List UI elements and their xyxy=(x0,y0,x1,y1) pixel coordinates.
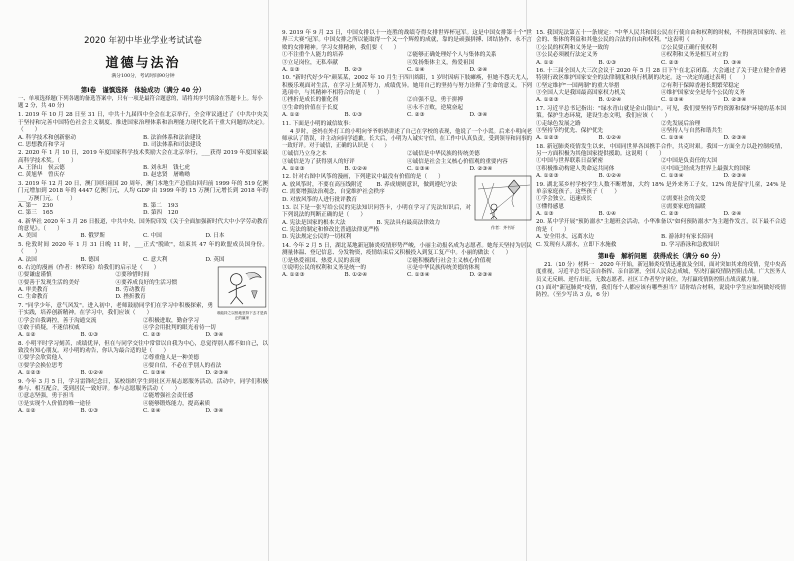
question-item xyxy=(536,30,786,67)
answer-option: D. 英国 xyxy=(205,256,225,263)
answer-option: D. ②③④ xyxy=(469,272,493,279)
statement-item: ③全国人大是我国最高国家权力机关 xyxy=(536,90,626,96)
statement-item: ②公民要正确行使权利 xyxy=(661,44,717,51)
question-item xyxy=(18,181,268,218)
option-list xyxy=(18,257,268,264)
statement-item: C. 发现有人溺水，立即下水施救 xyxy=(536,241,617,248)
statement-item: B. 宪法具有最高法律效力 xyxy=(376,219,441,226)
answer-option: C. ②③ xyxy=(143,332,161,339)
question-item xyxy=(18,341,268,378)
question-stem: 1. 2019 年 10 月 28 日至 31 日，中共十九届四中全会在北京举行，全会审议通过了《中共中央关于坚持和完善中国特色社会主义制度、推进国家治理体系和治理能力现代化若干重大问题的决定》。（ ） xyxy=(18,112,268,134)
question-item xyxy=(282,121,532,174)
answer-option: D. ②③④ xyxy=(723,97,747,104)
answer-option: C. ①③④ xyxy=(661,97,684,104)
answer-option: D. 日本 xyxy=(205,233,225,240)
statement-item: ①学会自我调控，善于沟通交流 xyxy=(18,317,97,324)
answer-option: B. ①③ xyxy=(598,59,617,66)
statement-item: ④是中华民族传统美德的体现 xyxy=(407,264,480,271)
question-21 xyxy=(536,262,786,299)
statement-item: ①是热爱祖国、热爱人民的表现 xyxy=(282,257,361,264)
answer-option: B. ①②④ xyxy=(344,272,368,279)
answer-option: D. 司法体系和司法建设 xyxy=(143,141,202,148)
question-item xyxy=(18,219,268,241)
answer-option: B. ①②④ xyxy=(344,166,368,172)
statement-item: ④发扬集体主义，热爱祖国 xyxy=(407,59,475,66)
statement-item: ④要自信，不必在乎别人的看法 xyxy=(143,362,222,369)
statement-item: ②尊重他人是一种美德 xyxy=(143,355,199,362)
statement-list xyxy=(536,83,786,98)
question-stem: 3. 2019 年 12 月 20 日，澳门回归祖国 20 周年，澳门本地生产总值由回归前 1999 年的 519 亿澳门元增加到 2018 年的 4447 亿澳门元，人均 GDP 由 1999 年的 15 万澳门元增长到 2018 年的 ___ 万澳门元。（ ） xyxy=(18,180,268,202)
statement-item: ③积极推动构建人类命运共同体 xyxy=(536,165,615,172)
statement-list xyxy=(536,45,786,60)
statement-item: A. 宪法是国家的根本大法 xyxy=(282,219,346,226)
statement-list xyxy=(282,258,532,273)
statement-item: ①挫折是成长的催化剂 xyxy=(282,97,338,104)
column-right xyxy=(536,30,786,300)
question-stem: 18. 新冠肺炎疫情发生以来，中国同世界各国携手合作，共克时艰。我国一方面全力以赴控制疫情，另一方面积极为其他国家提供援助。这说明（ ） xyxy=(536,143,786,157)
answer-option: D. ③④ xyxy=(205,332,224,339)
answer-option: C. ②④ xyxy=(143,408,161,415)
statement-item: ②自强不息，勇于拼搏 xyxy=(407,97,463,104)
question-stem: 14. 今年 2 月 5 日，湖北某地新冠肺炎疫情形势严峻，小丽主动报名成为志愿者。她每天坚持为居民测量体温、登记信息、分发物资，疫情结束后又积极投入到复工复产中。小丽的做法（ ） xyxy=(282,242,532,257)
statement-item: C. 宪法的制定和修改比普通法律更严格 xyxy=(282,227,380,233)
question-item xyxy=(536,106,786,143)
cartoon-illustration xyxy=(216,266,268,308)
answer-option: D. 赵忠贤 屠呦呦 xyxy=(143,172,190,179)
statement-item: ②能积极践行社会主义核心价值观 xyxy=(407,257,491,264)
answer-option: C. ②③ xyxy=(661,211,679,217)
answer-option: D. 第四 120 xyxy=(143,210,179,217)
answer-option: C. 思想教育和学习 xyxy=(18,141,65,148)
question-item xyxy=(18,112,268,149)
answer-option: D. ②④ xyxy=(723,211,742,217)
statement-item: ①走绿色发展之路 xyxy=(536,120,581,127)
answer-option: A. ①② xyxy=(282,112,300,119)
answer-option: B. ①③ xyxy=(80,332,99,339)
option-list xyxy=(18,408,268,415)
statement-list xyxy=(282,52,532,67)
question-stem: 6. 右边的漫画《作者：林荣琦》给我们的启示是（ ） xyxy=(18,264,160,271)
answer-option: A. ①③ xyxy=(282,66,300,73)
statement-list xyxy=(282,97,532,112)
statement-item: ④维护国家安全是每个公民的义务 xyxy=(661,90,745,96)
statement-item: D. 宪法规定公民的一切权利 xyxy=(282,234,352,241)
statement-item: ②需要社会的关爱 xyxy=(661,196,706,203)
option-list xyxy=(282,272,532,279)
answer-option: D. ②③④ xyxy=(723,173,747,180)
statement-item: ③立足岗位，无私奉献 xyxy=(282,59,338,66)
question-item xyxy=(282,243,532,280)
answer-option: B. ①②④ xyxy=(598,173,622,180)
statement-item: ①学会独立，迅速成长 xyxy=(536,196,592,203)
option-list xyxy=(282,166,532,173)
answer-option: C. 第三 165 xyxy=(18,210,54,217)
option-list xyxy=(282,112,532,119)
answer-option: C. ②③ xyxy=(661,59,679,66)
statement-item: B. 养成规则意识，做到遵纪守法 xyxy=(376,181,457,188)
answer-option: B. 劳动教育 xyxy=(115,287,146,294)
answer-option: C. 黄旭华 曾庆存 xyxy=(18,172,65,179)
question-stem: 2. 2020 年 1 月 10 日，2019 年度国家科学技术奖励大会在北京举行，___获得 2019 年度国家最高科学技术奖。（ ） xyxy=(18,150,268,164)
question-stem: 5. 伦敦时间 2020 年 1 月 31 日晚 11 时，___正式"脱欧"，结束其 47 年的欧盟成员国身份。（ ） xyxy=(18,241,268,256)
statement-item: ④需要家庭的温暖 xyxy=(661,203,706,210)
question-item xyxy=(18,242,268,264)
answer-option: C. ①④ xyxy=(407,66,425,73)
statement-item: C. 需要增强法治观念，自觉维护社会秩序 xyxy=(282,189,385,196)
statement-item: ②能够正确处理好个人与集体的关系 xyxy=(407,52,497,59)
answer-option: D. ③④ xyxy=(469,112,488,119)
question-list-middle xyxy=(282,30,532,280)
cartoon-figure xyxy=(216,266,268,321)
kite-cartoon-illustration xyxy=(474,175,532,221)
statement-item: ①意志坚强，勇于担当 xyxy=(18,393,74,400)
statement-list xyxy=(18,272,213,287)
answer-option: D. ③④ xyxy=(723,59,742,66)
statement-item: ③生命的价值在于长度 xyxy=(282,104,338,111)
statement-item: ③说明公民的权利和义务是统一的 xyxy=(282,264,366,271)
answer-option: A. 第一 230 xyxy=(18,202,54,209)
answer-option: B. ①②④ xyxy=(598,135,622,142)
statement-list xyxy=(18,355,268,370)
answer-option: A. 审美教育 xyxy=(18,287,48,294)
statement-item: ③要学会换位思考 xyxy=(18,362,63,369)
answer-option: B. 俄罗斯 xyxy=(80,233,105,240)
statement-item: ③敢于质疑，不迷信权威 xyxy=(18,324,80,331)
question-stem: 10. "新时代好少年"颜某某，2002 年 10 月生于四川绵阳，1 岁时因病下肢瘫痪，但她不怨天尤人，积极乐观面对生活，在学习上刻苦努力，成绩优异。她用自己的坚持与努力诠释了生命的意义。下列选项中，与其精神不相符合的是（ ） xyxy=(282,75,532,96)
answer-option: B. 德国 xyxy=(80,256,100,263)
answer-option: A. ①② xyxy=(18,408,36,415)
answer-option: A. ①③ xyxy=(536,211,554,217)
statement-item: A. 安全用水，远离水边 xyxy=(536,234,594,241)
answer-option: B. 第二 193 xyxy=(143,202,179,209)
answer-option: A. ①②③ xyxy=(536,97,559,104)
option-list xyxy=(18,165,268,180)
answer-option: C. 中国 xyxy=(143,233,162,240)
statement-item: ①要学会欣赏他人 xyxy=(18,355,63,362)
question-stem: 19. 湖北某乡村学校学生人数不断增加，大约 18% 是外来务工子女，12% 的是留守儿童，24% 是单亲家庭孩子。这些孩子（ ） xyxy=(536,181,786,195)
statement-list xyxy=(282,220,471,242)
statement-item: ①不注重个人能力的培养 xyxy=(282,52,344,59)
option-list xyxy=(536,60,786,67)
answer-option: A. ①②③ xyxy=(536,173,559,180)
answer-option: D. ②③④ xyxy=(469,166,493,172)
option-list xyxy=(18,135,268,150)
cartoon-caption: 谁能持之以恒地坚持下去才是真正的赢家 xyxy=(216,311,268,321)
section-one-instructions: 一、单项选择题(下列各题的备选答案中，只有一项是最符合题意的，请将其序号填涂在答题卡上。每小题 2 分，共 40 分) xyxy=(18,96,263,110)
answer-option: C. ①③④ xyxy=(661,173,684,180)
question-item xyxy=(18,150,268,180)
answer-option: D. 挫折教育 xyxy=(115,294,146,301)
column-divider xyxy=(268,0,269,561)
statement-item: ②有利于保障香港长期繁荣稳定 xyxy=(661,82,740,89)
section-one-heading: 第Ⅰ卷 谨慎选择 体验成功（满分 40 分） xyxy=(80,85,206,94)
statement-item: ④权利和义务是相互对立的 xyxy=(661,52,729,59)
statement-item: ①坚定维护"一国两制"的重大举措 xyxy=(536,82,620,89)
section-two-heading: 第Ⅱ卷 解析问题 获得成长（满分 60 分） xyxy=(597,251,725,260)
statement-item: ④永不言败，逆境奋起 xyxy=(407,104,463,111)
option-list xyxy=(18,287,213,302)
statement-item: ④诚信是社会主义核心价值观的重要内容 xyxy=(407,158,508,165)
answer-option: D. ②④ xyxy=(469,66,488,73)
statement-list xyxy=(282,151,532,166)
answer-option: A. ①②③ xyxy=(282,272,305,279)
statement-item: B. 游泳时有家长陪同 xyxy=(661,234,714,241)
score-note: 满分100分，考试时间90分钟 xyxy=(111,74,175,80)
question-21-subquestion: (1) 面对"新冠肺炎"疫情，我们每个人都应该有哪些担当？请你结合材料，说说中学生应如何做好疫情防控。（至少写出 3 点，6 分） xyxy=(536,284,786,299)
answer-option: A. ①②③ xyxy=(282,166,305,172)
statement-list xyxy=(18,318,268,333)
option-list xyxy=(536,135,786,142)
question-stem: 8. 小明平时学习刻苦，成绩优异，但在与同学交往中常常以自我为中心，总觉得别人都不如自己，以致没有知心朋友。对小明的劝告，你认为最合适的是（ ） xyxy=(18,340,268,355)
column-left xyxy=(18,36,268,416)
exam-title: 2020 年初中毕业学业考试试卷 xyxy=(84,36,202,46)
question-item xyxy=(282,30,532,74)
statement-item: ②积极进取，勤奋学习 xyxy=(143,317,199,324)
statement-item: ④坚持人与自然和谐共生 xyxy=(661,127,723,134)
statement-list xyxy=(536,234,786,249)
option-list xyxy=(18,233,268,240)
statement-item: ②先发展后治理 xyxy=(661,120,701,127)
question-list-left xyxy=(18,112,268,415)
answer-option: A. 法国 xyxy=(18,256,37,263)
statement-list xyxy=(536,196,786,211)
statement-item: ③是实现个人价值的唯一途径 xyxy=(18,400,91,407)
question-stem: 9. 2019 年 9 月 23 日，中国女排以十一连胜的战绩夺得女排世界杯冠军。这是中国女排第十个"世界三大赛"冠军。中国女排之所以能取得一个又一个辉煌的成就，靠的是顽强拼搏、团结协作、永不言败的女排精神。学习女排精神，我们要（ ） xyxy=(282,30,532,51)
statement-item: ①公民的权利和义务是一致的 xyxy=(536,44,609,51)
answer-option: B. ①③ xyxy=(344,112,363,119)
option-list xyxy=(18,203,268,218)
statement-item: ③懂得感恩 xyxy=(536,203,564,210)
answer-option: B. ①④ xyxy=(598,211,617,217)
answer-option: D. ②③④ xyxy=(723,135,747,142)
kite-figure xyxy=(474,175,532,230)
answer-option: C. ①③④ xyxy=(143,370,166,377)
statement-item: ①要谦虚谨慎 xyxy=(18,272,52,279)
statement-item: ③坚持节约优先、保护优先 xyxy=(536,127,604,134)
statement-item: A. 放风筝时，不要在高压线附近 xyxy=(282,181,363,188)
answer-option: C. 生命教育 xyxy=(18,294,49,301)
statement-item: D. 对放风筝的人进行批评教育 xyxy=(282,196,357,203)
question-item xyxy=(536,182,786,219)
answer-option: A. ①② xyxy=(536,59,554,66)
statement-item: ④中国已经成为世界上最强大的国家 xyxy=(661,165,751,172)
question-item xyxy=(536,219,786,249)
answer-option: A. 美国 xyxy=(18,233,37,240)
answer-option: B. ①②④ xyxy=(598,97,622,104)
statement-list xyxy=(18,393,268,408)
answer-option: C. ①③④ xyxy=(661,135,684,142)
question-list-right xyxy=(536,30,786,249)
answer-option: A. 科学技术和创新驱动 xyxy=(18,134,76,141)
question-item xyxy=(536,144,786,181)
statement-item: ③要善于发现生活的美好 xyxy=(18,279,80,286)
statement-item: D. 学习游泳和急救知识 xyxy=(661,241,720,248)
option-list xyxy=(536,211,786,218)
question-stem: 9. 今年 3 月 5 日，学习雷锋纪念日，某校组织学生到社区开展志愿服务活动。活动中，同学们积极参与、相互配合，受到居民一致好评。参与志愿服务活动（ ） xyxy=(18,378,268,392)
statement-item: ①诚信乃立身之本 xyxy=(282,151,327,158)
option-list xyxy=(282,67,532,74)
statement-list xyxy=(536,158,786,173)
option-list xyxy=(18,370,268,377)
answer-option: D. ②③④ xyxy=(205,370,229,377)
statement-item: ④能够锻炼能力，提高素质 xyxy=(143,400,211,407)
answer-option: C. ②③ xyxy=(407,112,425,119)
question-stem: 15. 我国宪法第五十一条规定："中华人民共和国公民在行使自由和权利的时候，不得损害国家的、社会的、集体的利益和其他公民的合法的自由和权利。"这表明（ ） xyxy=(536,30,786,44)
question-item xyxy=(536,68,786,105)
statement-item: ②诚信是中华民族的传统美德 xyxy=(407,151,480,158)
question-passage: 4 岁时，爸妈在外打工的小明向爷爷奶奶讲述了自己在学校的表现，他说了一个小谎。后来小明向老师承认了错误，并主动向同学道歉。长大后，小明为人诚实守信，在工作中认真负责，受到领导和同事的一致好评。对于诚信，正确的认识是（ ） xyxy=(282,128,532,150)
option-list xyxy=(536,97,786,104)
option-list xyxy=(18,332,268,339)
answer-option: A. ①② xyxy=(18,332,36,339)
answer-option: B. ②③ xyxy=(344,66,363,73)
question-item xyxy=(282,75,532,119)
question-21-material: 21.（10 分）材料一 2020 年开始，新冠肺炎疫情迅速波及全国，面对突如其来的疫情，党中央高度重视，习近平总书记亲自指挥、亲自部署，全国人民众志成城，坚决打赢疫情防控阻击战。广大医务人员义无反顾、逆行出征，无数志愿者、社区工作者坚守岗位，为打赢疫情防控阻击战贡献力量。 xyxy=(536,262,786,283)
statement-item: ④要养成良好的生活习惯 xyxy=(115,279,178,286)
question-stem: 4. 新华社 2020 年 3 月 26 日报道，中共中央、国务院印发《关于全面加强新时代大中小学劳动教育的意见》。（ ） xyxy=(18,218,268,233)
question-stem: 13. 以下是一张写给公民的宪法知识问答卡，小明在学习了宪法知识后，对下列说法的判断正确的是（ ） xyxy=(282,204,471,219)
answer-option: C. ①③④ xyxy=(407,272,430,279)
answer-option: B. 刘永坦 钱七虎 xyxy=(143,165,190,172)
subject-title: 道德与法治 xyxy=(105,56,181,72)
statement-item: ③公民必须履行法定义务 xyxy=(536,52,598,59)
column-middle xyxy=(282,30,532,281)
statement-item: ②中国是负责任的大国 xyxy=(661,158,717,165)
kite-caption: 作者：齐书轩 xyxy=(491,224,515,230)
answer-option: B. ①③ xyxy=(80,408,99,415)
question-stem: 7. "同学少年，意气风发"。进入初中，老师鼓励同学们在学习中积极探索，勇于实践，培养创新精神。在学习中，我们应该（ ） xyxy=(18,302,213,317)
question-stem: 11. 下面是小明的诚信故事： xyxy=(282,120,355,127)
statement-item: ③诚信是为了获得别人的好评 xyxy=(282,158,355,165)
question-stem: 12. 针对右图中风筝的漫画，下列建议中最没有价值的是（ ） xyxy=(282,174,444,181)
question-stem: 20. 某中学开展"预防溺水"主题班会活动，小华准备以"如何预防溺水"为主题作发言，以下最不合适的是（ ） xyxy=(536,219,786,233)
statement-list xyxy=(536,121,786,136)
question-stem: 17. 习近平总书记指出："绿水青山就是金山银山"。可见，我们要坚持节约资源和保护环境的基本国策。保护生态环境，建设生态文明，我们应该（ ） xyxy=(536,105,786,120)
statement-item: ④学会用批判的眼光看待一切 xyxy=(143,324,216,331)
answer-option: A. 王泽山 侯云德 xyxy=(18,165,65,172)
answer-option: A. ①②③ xyxy=(536,135,559,142)
question-item xyxy=(18,379,268,416)
answer-option: A. ①②③ xyxy=(18,370,41,377)
answer-option: C. ①③④ xyxy=(407,166,430,172)
answer-option: C. 意大利 xyxy=(143,256,168,263)
statement-list xyxy=(282,182,471,204)
statement-item: ②能增强社会责任感 xyxy=(143,393,194,400)
answer-option: B. ①②④ xyxy=(80,370,104,377)
option-list xyxy=(536,173,786,180)
statement-item: ①中国与世界联系日益紧密 xyxy=(536,158,604,165)
statement-item: ②要珍惜时间 xyxy=(115,272,150,279)
answer-option: D. ③④ xyxy=(205,408,224,415)
question-stem: 16. 十三届全国人大三次会议于 2020 年 5 月 28 日下午在北京闭幕。大会通过了关于建立健全香港特别行政区维护国家安全的法律制度和执行机制的决定。这一决定的通过表明（ ） xyxy=(536,67,786,82)
answer-option: B. 法治体系和法治建设 xyxy=(143,134,202,141)
